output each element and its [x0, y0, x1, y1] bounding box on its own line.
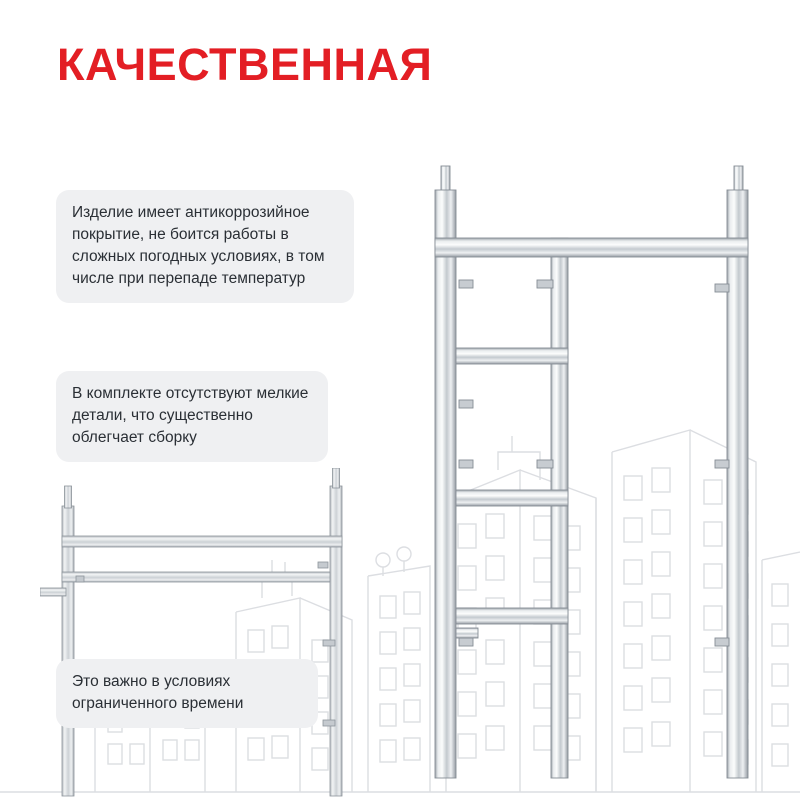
page-title: КАЧЕСТВЕННАЯ: [57, 39, 433, 90]
callout-time: Это важно в условиях ограниченного времени: [56, 659, 318, 728]
scaffolding-frame-front: [425, 160, 765, 785]
callout-no-small-parts: В комплекте отсутствуют мелкие детали, что существенно облегчает сборку: [56, 371, 328, 462]
scaffolding-frame-back: [40, 468, 370, 800]
callout-corrosion: Изделие имеет антикоррозийное покрытие, не боится работы в сложных погодных условиях, в том числе при перепаде температур: [56, 190, 354, 303]
